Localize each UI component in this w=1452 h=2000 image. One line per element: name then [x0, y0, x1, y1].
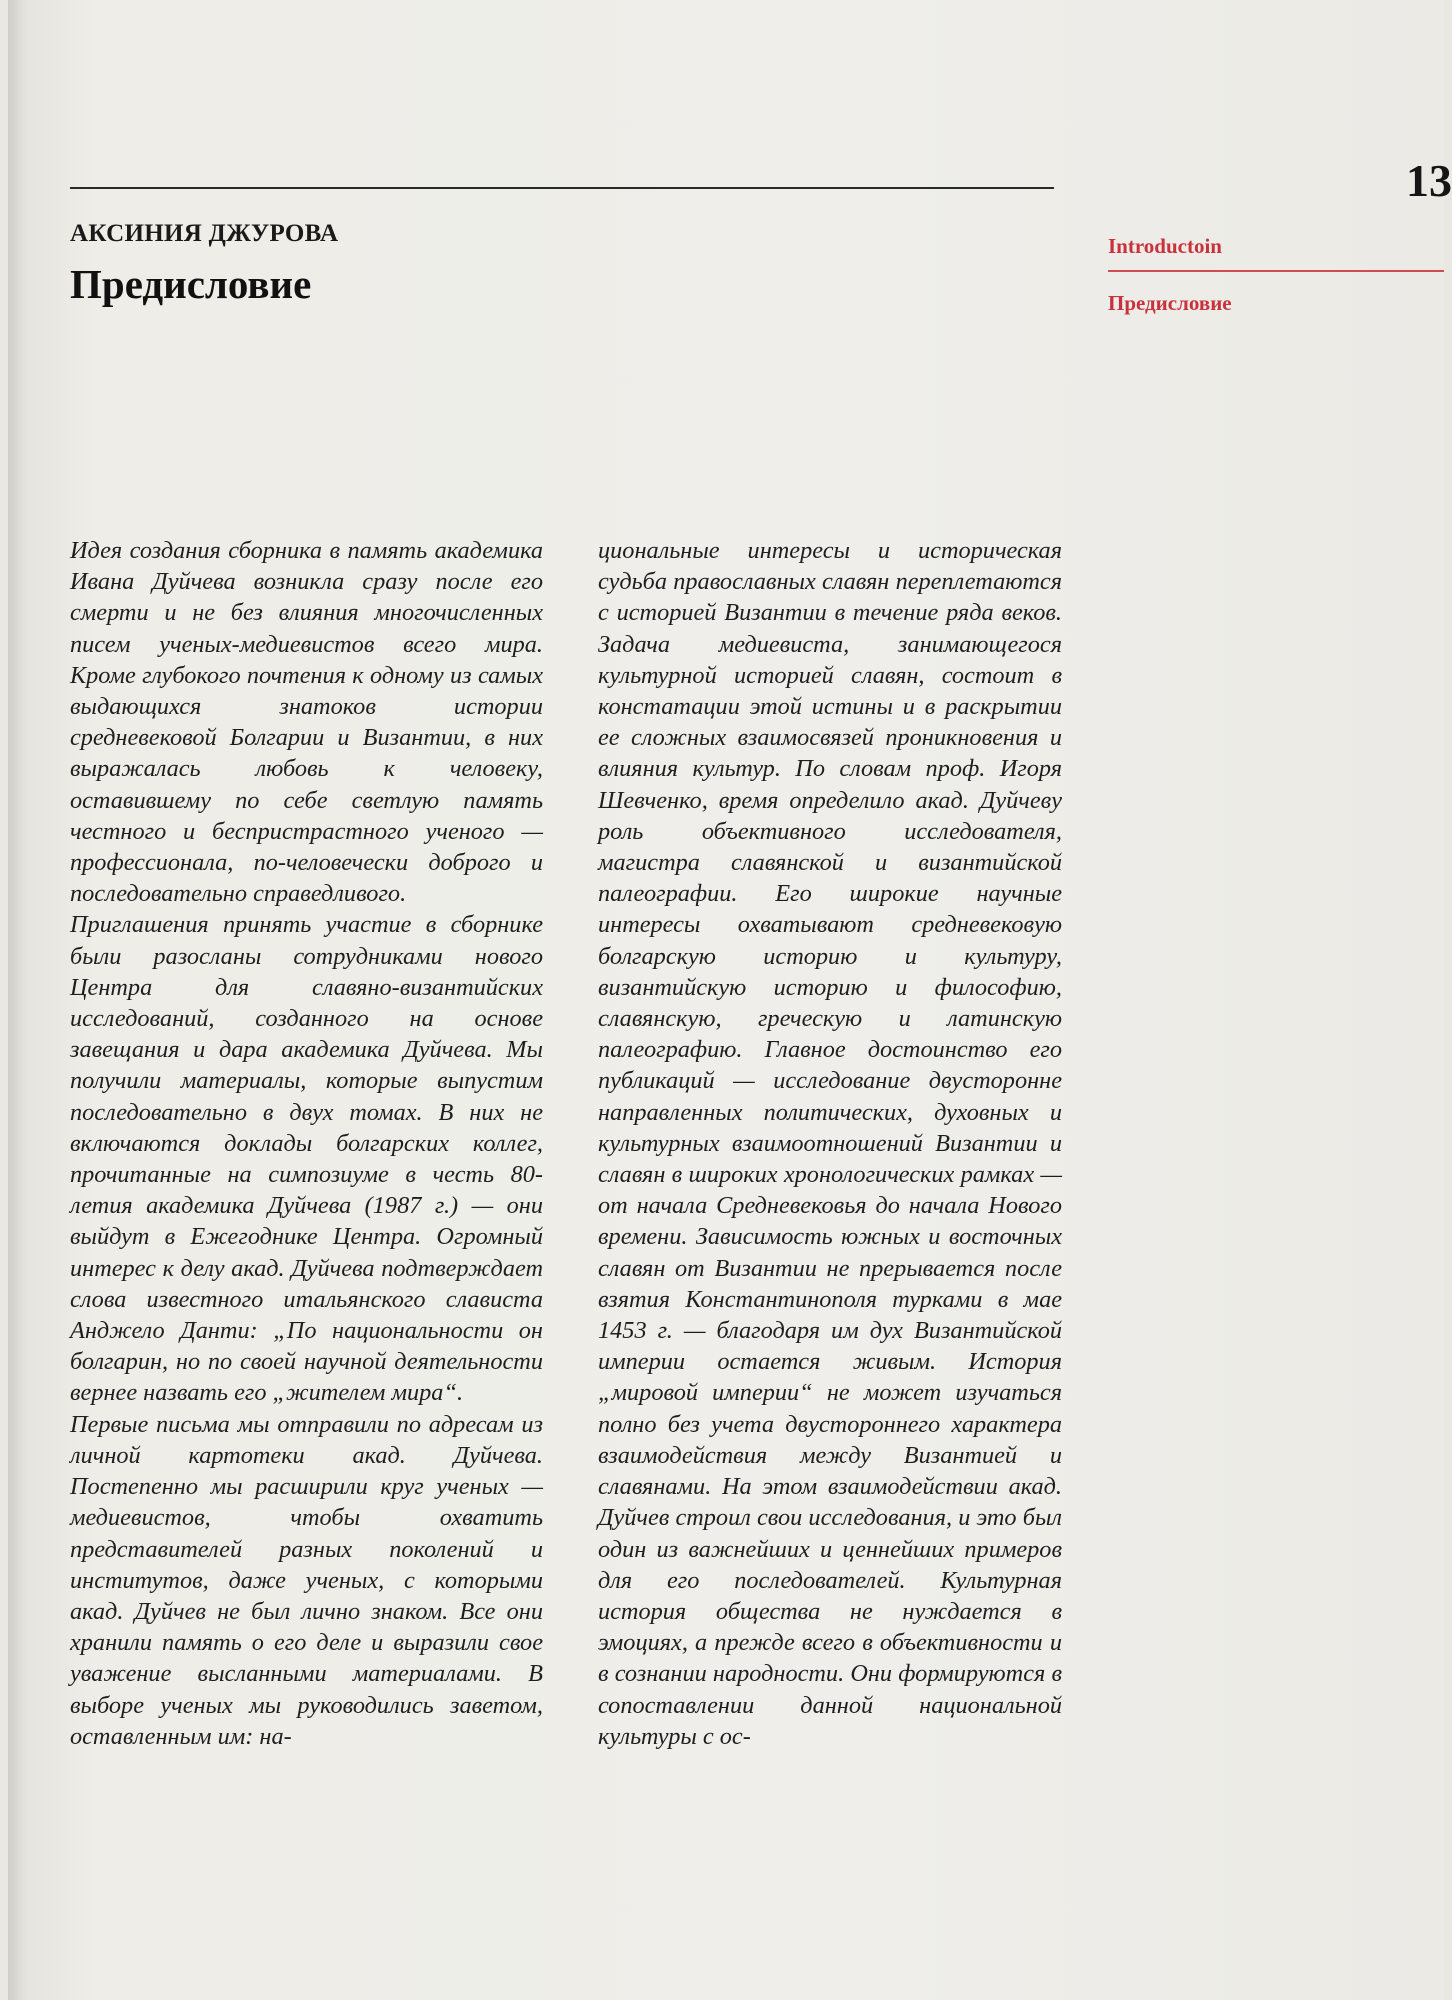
paragraph: Приглашения принять участие в сборнике были разосланы сотрудниками нового Центра для славяно-византийских исследований, созданного на основе завещания и дара академика Дуйчева. Мы получили материалы, которые выпустим последовательно в двух томах. В них не включаются доклады болгарских коллег, прочитанные на симпозиуме в честь 80-летия академика Дуйчева (1987 г.) — они выйдут в Ежегоднике Центра. Огромный интерес к делу акад. Дуйчева подтверждает слова известного итальянского слависта Анджело Данти: „По национальности он болгарин, но по своей научной деятельности вернее назвать его „жителем мира“.: [70, 911, 543, 1407]
text-column-left: [70, 535, 543, 1752]
nav-item-preface[interactable]: Предисловие: [1108, 291, 1232, 315]
side-navigation: [1108, 236, 1444, 314]
text-column-right: [598, 535, 1062, 1752]
page-title: Предисловие: [70, 261, 312, 307]
paragraph: циональные интересы и историческая судьба православных славян переплетаются с историей Византии в течение ряда веков. Задача медиевиста, занимающегося культурной историей славян, состоит в констатации этой истины и в раскрытии ее сложных взаимосвязей проникновения и влияния культур. По словам проф. Игоря Шевченко, время определило акад. Дуйчеву роль объективного исследователя, магистра славянской и византийской палеографии. Его широкие научные интересы охватывают средневековую болгарскую историю и культуру, византийскую историю и философию, славянскую, греческую и латинскую палеографию. Главное достоинство его публикаций — исследование двусторонне направленных политических, духовных и культурных взаимоотношений Византии и славян в широких хронологических рамках — от начала Средневековья до начала Нового времени. Зависимость южных и восточных славян от Византии не прерывается после взятия Константинополя турками в мае 1453 г. — благодаря им дух Византийской империи остается живым. История „мировой империи“ не может изучаться полно без учета двустороннего характера взаимодействия между Византией и славянами. На этом взаимодействии акад. Дуйчев строил свои исследования, и это был один из важнейших и ценнейших примеров для его последователей. Культурная история общества не нуждается в эмоциях, а прежде всего в объективности и в сознании народности. Они формируются в сопоставлении данной национальной культуры с ос-: [598, 537, 1062, 1750]
paragraph: Идея создания сборника в память академика Ивана Дуйчева возникла сразу после его смерти и не без влияния многочисленных писем ученых-медиевистов всего мира. Кроме глубокого почтения к одному из самых выдающихся знатоков истории средневековой Болгарии и Византии, в них выражалась любовь к человеку, оставившему по себе светлую память честного и беспристрастного ученого — профессионала, по-человечески доброго и последовательно справедливого.: [70, 537, 543, 908]
book-page: [8, 0, 1452, 2000]
page-number: 13: [1406, 155, 1452, 206]
spine-shadow: [8, 0, 26, 2000]
paragraph: Первые письма мы отправили по адресам из личной картотеки акад. Дуйчева. Постепенно мы расширили круг ученых — медиевистов, чтобы охватить представителей разных поколений и институтов, даже ученых, с которыми акад. Дуйчев не был лично знаком. Все они хранили память о его деле и выразили свое уважение высланными материалами. В выборе ученых мы руководились заветом, оставленным им: на-: [70, 1410, 543, 1750]
author-name: АКСИНИЯ ДЖУРОВА: [70, 220, 339, 247]
nav-item-introduction[interactable]: Introductoin: [1108, 236, 1444, 272]
header-rule: [70, 187, 1054, 189]
